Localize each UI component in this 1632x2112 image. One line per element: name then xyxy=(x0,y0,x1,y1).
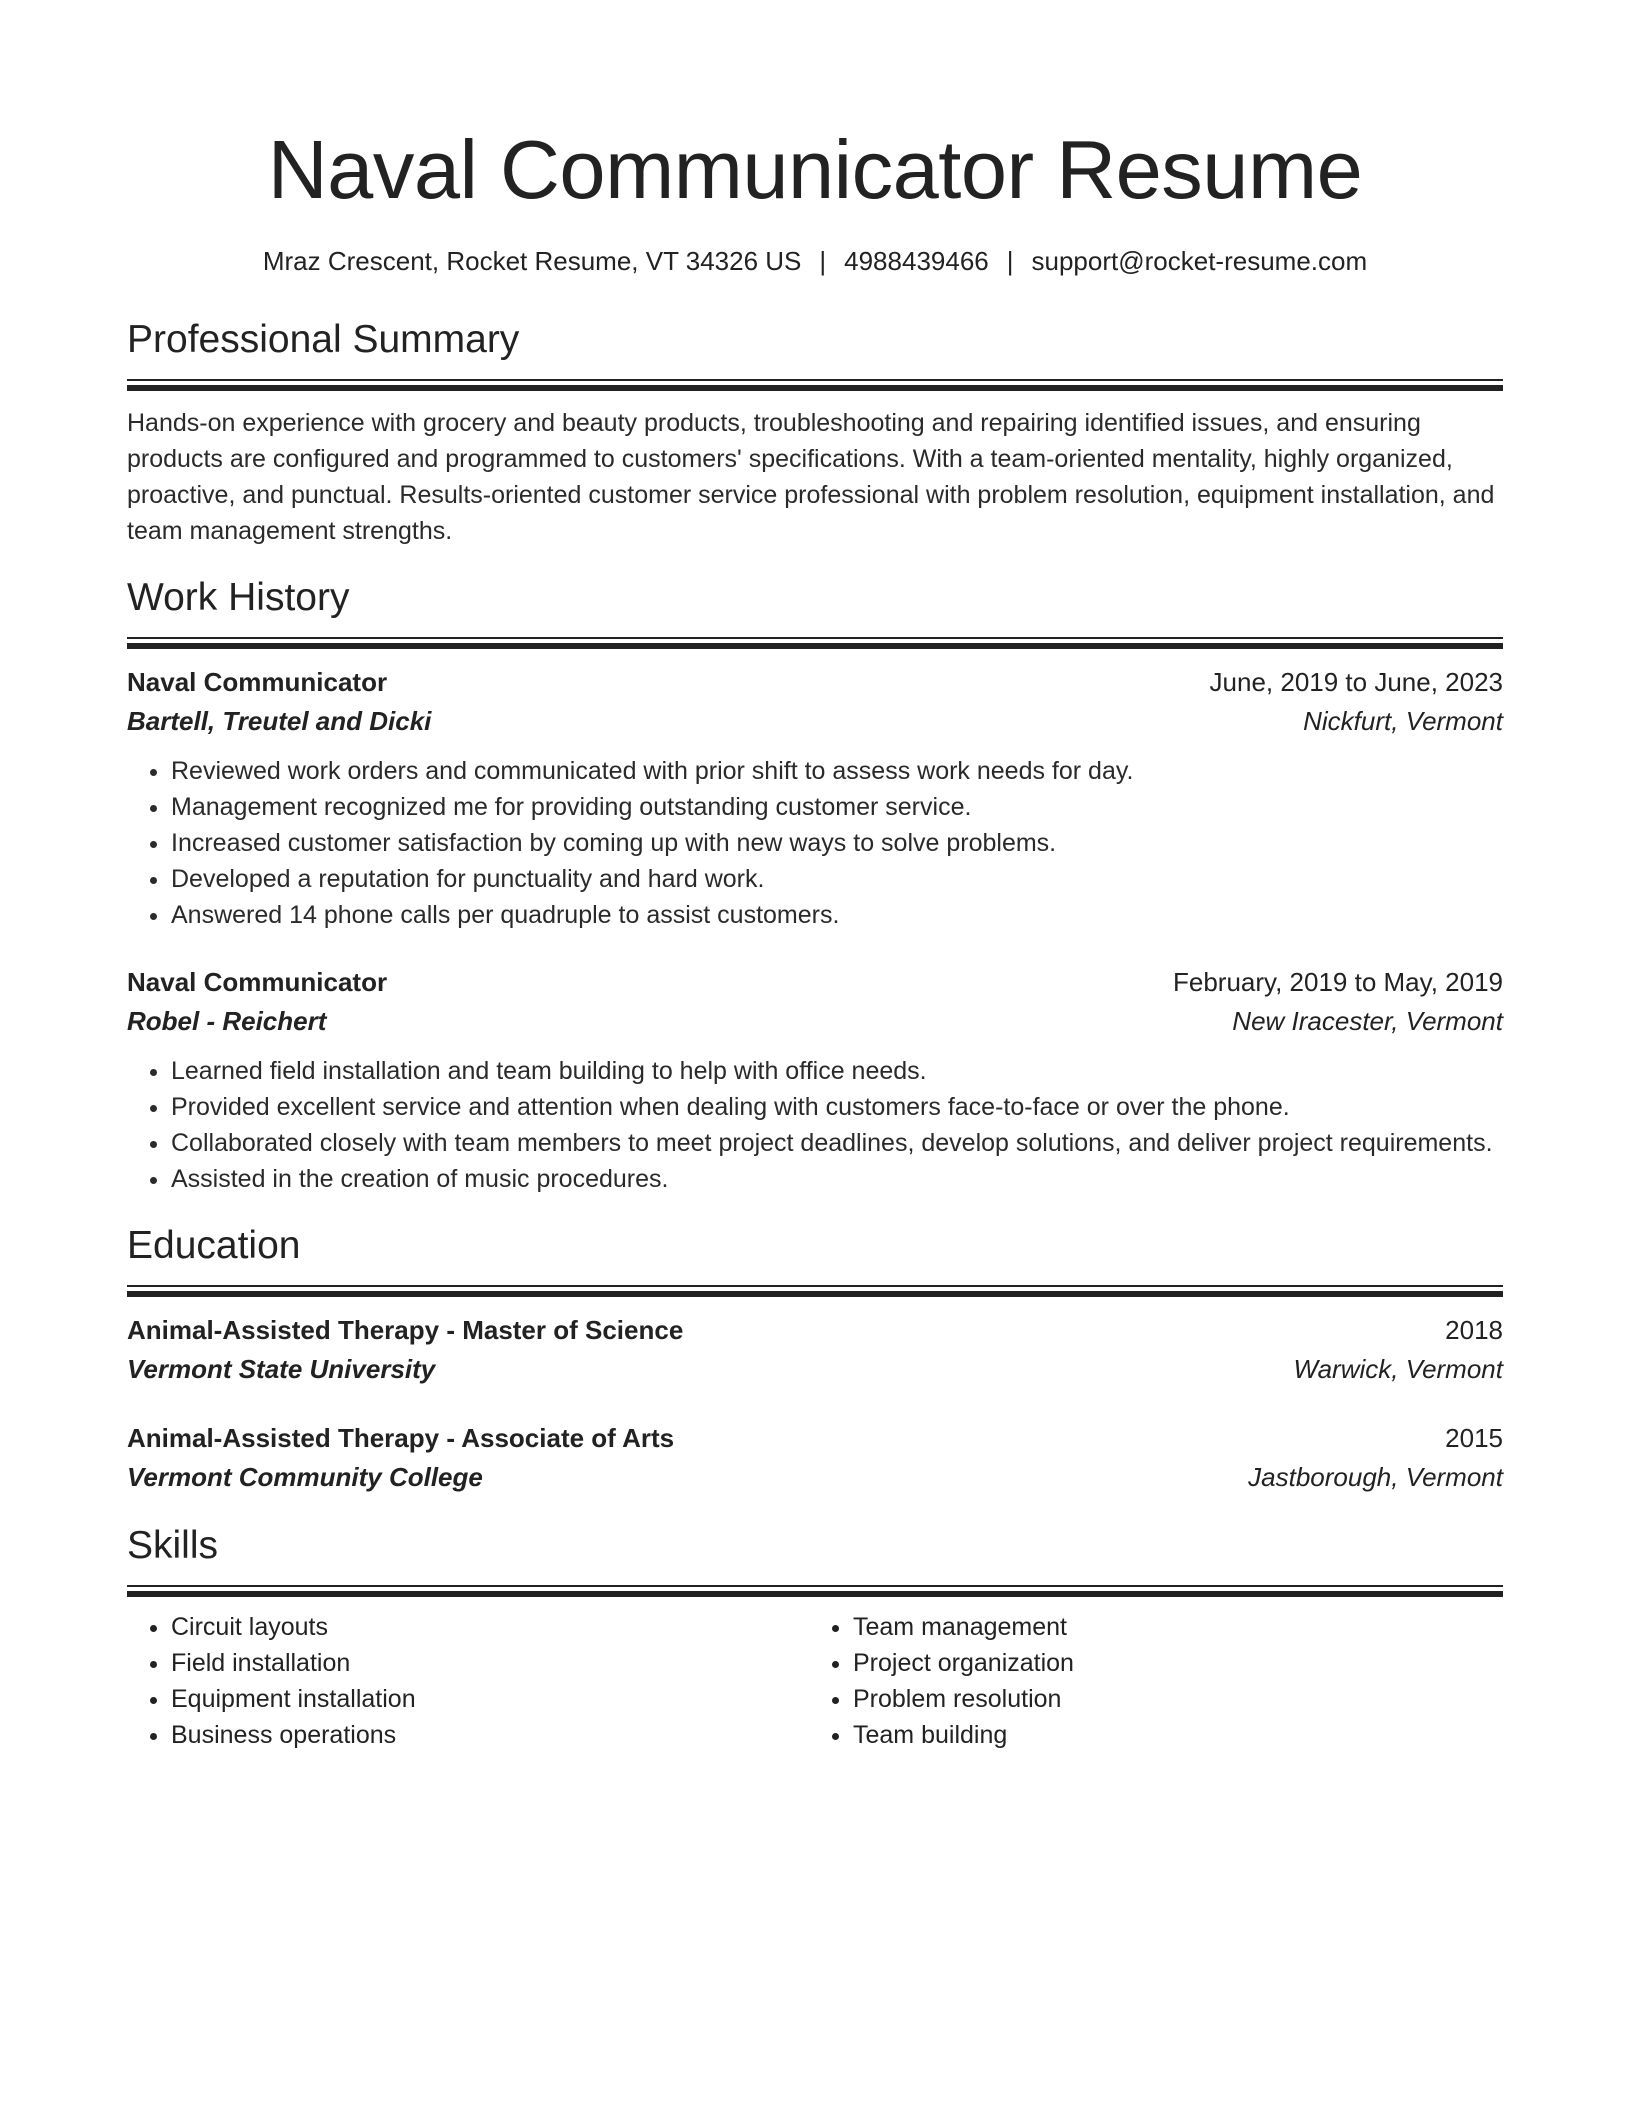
work-history-heading: Work History xyxy=(127,576,350,619)
degree-title: Animal-Assisted Therapy - Associate of Arts xyxy=(127,1423,675,1453)
resume-page xyxy=(127,115,1503,1753)
job-duty: • Learned field installation and team building to help with office needs. xyxy=(171,1053,1503,1089)
skill-item: • Field installation xyxy=(171,1645,807,1681)
section-divider xyxy=(127,1285,1503,1297)
job-duty: • Management recognized me for providing outstanding customer service. xyxy=(171,789,1503,825)
job-entry xyxy=(127,963,1503,1197)
graduation-year: 2018 xyxy=(1445,1315,1503,1345)
contact-separator: | xyxy=(1006,246,1014,276)
skill-item: • Problem resolution xyxy=(853,1681,1487,1717)
job-location: New Iracester, Vermont xyxy=(1232,1006,1503,1036)
skills-section xyxy=(127,1523,1503,1753)
section-divider xyxy=(127,1585,1503,1597)
education-heading: Education xyxy=(127,1224,301,1267)
contact-address: Mraz Crescent, Rocket Resume, VT 34326 US xyxy=(262,246,802,276)
school-location: Jastborough, Vermont xyxy=(1248,1462,1503,1492)
job-title: Naval Communicator xyxy=(127,667,388,697)
job-dates: February, 2019 to May, 2019 xyxy=(1172,967,1503,997)
job-duty: • Collaborated closely with team members to meet project deadlines, develop solutions, and deliver project requirements. xyxy=(171,1125,1503,1161)
skill-item: • Team building xyxy=(853,1717,1487,1753)
contact-email: support@rocket-resume.com xyxy=(1031,246,1368,276)
contact-phone: 4988439466 xyxy=(844,246,989,276)
skills-heading: Skills xyxy=(127,1524,219,1567)
section-divider xyxy=(127,379,1503,391)
job-duty: • Assisted in the creation of music procedures. xyxy=(171,1161,1503,1197)
job-duty: • Reviewed work orders and communicated with prior shift to assess work needs for day. xyxy=(171,753,1503,789)
job-company: Robel - Reichert xyxy=(127,1006,327,1036)
job-location: Nickfurt, Vermont xyxy=(1303,706,1503,736)
graduation-year: 2015 xyxy=(1445,1423,1503,1453)
summary-section xyxy=(127,317,1503,549)
school-location: Warwick, Vermont xyxy=(1293,1354,1503,1384)
job-company: Bartell, Treutel and Dicki xyxy=(127,706,432,736)
education-entry xyxy=(127,1419,1503,1497)
summary-text: Hands-on experience with grocery and beauty products, troubleshooting and repairing identified issues, and ensuring products are configured and programmed to customers' specifications. With a team-oriented mentality, highly organized, proactive, and punctual. Results-oriented customer service professional with problem resolution, equipment installation, and team management strengths. xyxy=(127,409,1495,545)
job-dates: June, 2019 to June, 2023 xyxy=(1209,667,1503,697)
job-duty: • Answered 14 phone calls per quadruple to assist customers. xyxy=(171,897,1503,933)
school-name: Vermont State University xyxy=(127,1354,436,1384)
job-duty: • Provided excellent service and attention when dealing with customers face-to-face or over the phone. xyxy=(171,1089,1503,1125)
work-history-section xyxy=(127,575,1503,1197)
job-title: Naval Communicator xyxy=(127,967,388,997)
contact-line xyxy=(127,243,1503,279)
skills-column-left xyxy=(127,1609,807,1753)
education-section xyxy=(127,1223,1503,1497)
job-duties-list xyxy=(127,1053,1503,1197)
job-duty: • Increased customer satisfaction by coming up with new ways to solve problems. xyxy=(171,825,1503,861)
section-divider xyxy=(127,637,1503,649)
skill-item: • Project organization xyxy=(853,1645,1487,1681)
resume-title: Naval Communicator Resume xyxy=(267,123,1363,216)
skill-item: • Circuit layouts xyxy=(171,1609,807,1645)
degree-title: Animal-Assisted Therapy - Master of Science xyxy=(127,1315,684,1345)
job-duties-list xyxy=(127,753,1503,933)
education-entry xyxy=(127,1311,1503,1389)
job-duty: • Developed a reputation for punctuality and hard work. xyxy=(171,861,1503,897)
school-name: Vermont Community College xyxy=(127,1462,483,1492)
skill-item: • Business operations xyxy=(171,1717,807,1753)
job-entry xyxy=(127,663,1503,933)
summary-heading: Professional Summary xyxy=(127,318,520,361)
skills-column-right xyxy=(807,1609,1487,1753)
skill-item: • Team management xyxy=(853,1609,1487,1645)
skill-item: • Equipment installation xyxy=(171,1681,807,1717)
skills-list xyxy=(127,1609,1503,1753)
contact-separator: | xyxy=(819,246,827,276)
